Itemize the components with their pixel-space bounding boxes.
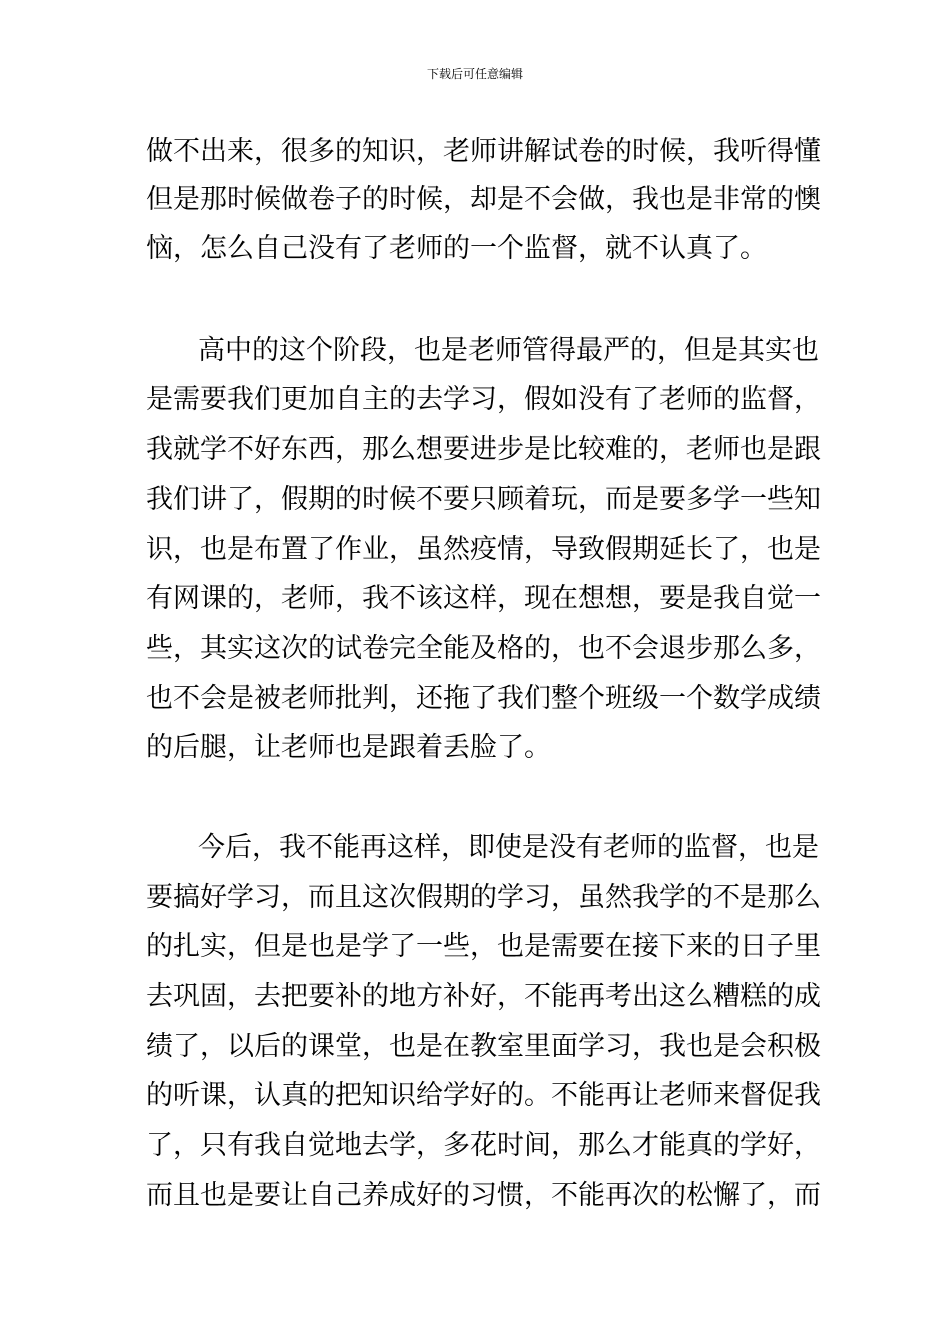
paragraph-3-line-3: 的扎实，但是也是学了一些，也是需要在接下来的日子里 xyxy=(146,931,821,962)
paragraph-2-line-4: 我们讲了，假期的时候不要只顾着玩，而是要多学一些知 xyxy=(146,484,821,515)
paragraph-2-line-2: 是需要我们更加自主的去学习，假如没有了老师的监督， xyxy=(146,384,821,415)
paragraph-1-line-3: 恼，怎么自己没有了老师的一个监督，就不认真了。 xyxy=(146,233,767,264)
paragraph-2-line-7: 些，其实这次的试卷完全能及格的，也不会退步那么多， xyxy=(146,633,821,664)
paragraph-1-line-1: 做不出来，很多的知识，老师讲解试卷的时候，我听得懂 xyxy=(146,136,821,167)
paragraph-3-line-5: 绩了，以后的课堂，也是在教室里面学习，我也是会积极 xyxy=(146,1031,821,1062)
paragraph-2-line-6: 有网课的，老师，我不该这样，现在想想，要是我自觉一 xyxy=(146,583,821,614)
paragraph-2-line-5: 识，也是布置了作业，虽然疫情，导致假期延长了，也是 xyxy=(146,534,821,565)
paragraph-3-line-7: 了，只有我自觉地去学，多花时间，那么才能真的学好， xyxy=(146,1130,821,1161)
paragraph-3-line-8: 而且也是要让自己养成好的习惯，不能再次的松懈了，而 xyxy=(146,1180,821,1211)
paragraph-2-line-9: 的后腿，让老师也是跟着丢脸了。 xyxy=(146,732,551,763)
paragraph-2-line-3: 我就学不好东西，那么想要进步是比较难的，老师也是跟 xyxy=(146,434,821,465)
paragraph-3-line-6: 的听课，认真的把知识给学好的。不能再让老师来督促我 xyxy=(146,1080,821,1111)
page-header: 下载后可任意编辑 xyxy=(426,67,523,81)
paragraph-2-line-8: 也不会是被老师批判，还拖了我们整个班级一个数学成绩 xyxy=(146,683,821,714)
paragraph-1-line-2: 但是那时候做卷子的时候，却是不会做，我也是非常的懊 xyxy=(146,184,821,215)
paragraph-3-line-4: 去巩固，去把要补的地方补好，不能再考出这么糟糕的成 xyxy=(146,981,821,1012)
paragraph-3-line-2: 要搞好学习，而且这次假期的学习，虽然我学的不是那么 xyxy=(146,882,821,913)
paragraph-3-line-1: 今后，我不能再这样，即使是没有老师的监督，也是 xyxy=(198,832,819,863)
paragraph-2-line-1: 高中的这个阶段，也是老师管得最严的，但是其实也 xyxy=(198,335,819,366)
